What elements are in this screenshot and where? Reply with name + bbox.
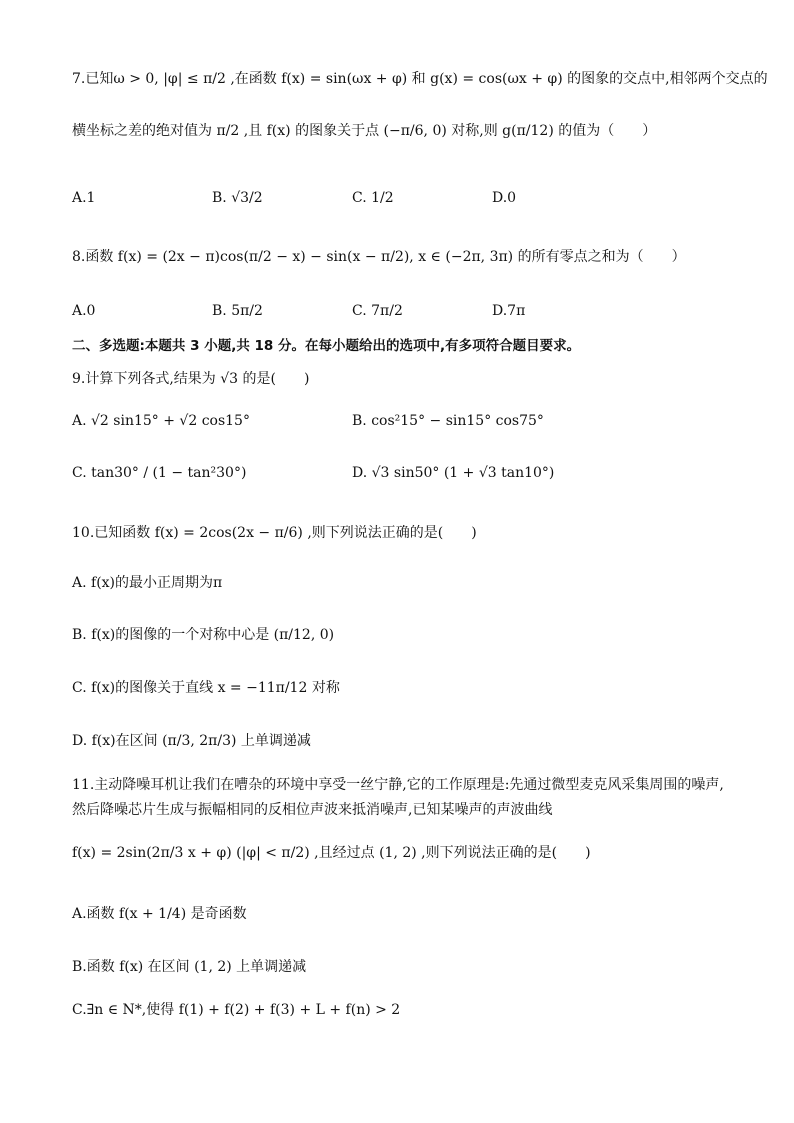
q7-option-d: D.0 — [492, 190, 517, 206]
q11-line1: 11.主动降噪耳机让我们在嘈杂的环境中享受一丝宁静,它的工作原理是:先通过微型麦克风采集周围的噪声, — [72, 777, 724, 793]
q9-option-d: D. √3 sin50° (1 + √3 tan10°) — [352, 465, 555, 481]
q10-option-a: A. f(x)的最小正周期为π — [72, 575, 223, 591]
q8-option-c: C. 7π/2 — [352, 303, 403, 319]
q7-option-c: C. 1/2 — [352, 190, 394, 206]
q9-option-b: B. cos²15° − sin15° cos75° — [352, 413, 544, 429]
q10-option-d: D. f(x)在区间 (π/3, 2π/3) 上单调递减 — [72, 733, 311, 749]
q7-line2: 横坐标之差的绝对值为 π/2 ,且 f(x) 的图象关于点 (−π/6, 0) 对称,则 g(π/12) 的值为（ ） — [72, 123, 657, 139]
q8-option-a: A.0 — [72, 303, 96, 319]
q7-option-b: B. √3/2 — [212, 190, 263, 206]
q8-line1: 8.函数 f(x) = (2x − π)cos(π/2 − x) − sin(x − π/2), x ∈ (−2π, 3π) 的所有零点之和为（ ） — [72, 249, 686, 265]
q11-option-c: C.∃n ∈ N*,使得 f(1) + f(2) + f(3) + L + f(n) > 2 — [72, 1002, 401, 1018]
q7-option-a: A.1 — [72, 190, 96, 206]
q11-line2: 然后降噪芯片生成与振幅相同的反相位声波来抵消噪声,已知某噪声的声波曲线 — [72, 802, 553, 818]
q8-option-d: D.7π — [492, 303, 526, 319]
section-heading-multiple-choice: 二、多选题:本题共 3 小题,共 18 分。在每小题给出的选项中,有多项符合题目要求。 — [72, 338, 581, 354]
q10-line1: 10.已知函数 f(x) = 2cos(2x − π/6) ,则下列说法正确的是( ) — [72, 525, 477, 541]
q11-option-b: B.函数 f(x) 在区间 (1, 2) 上单调递减 — [72, 959, 307, 975]
q11-option-a: A.函数 f(x + 1/4) 是奇函数 — [72, 906, 247, 922]
q11-line3: f(x) = 2sin(2π/3 x + φ) (|φ| < π/2) ,且经过点 (1, 2) ,则下列说法正确的是( ) — [72, 845, 591, 861]
q8-option-b: B. 5π/2 — [212, 303, 263, 319]
q10-option-c: C. f(x)的图像关于直线 x = −11π/12 对称 — [72, 680, 340, 696]
q9-option-c: C. tan30° / (1 − tan²30°) — [72, 465, 247, 481]
q9-option-a: A. √2 sin15° + √2 cos15° — [72, 413, 250, 429]
q7-line1: 7.已知ω > 0, |φ| ≤ π/2 ,在函数 f(x) = sin(ωx + φ) 和 g(x) = cos(ωx + φ) 的图象的交点中,相邻两个交点的 — [72, 71, 768, 87]
q9-line1: 9.计算下列各式,结果为 √3 的是( ) — [72, 371, 310, 387]
q10-option-b: B. f(x)的图像的一个对称中心是 (π/12, 0) — [72, 627, 335, 643]
